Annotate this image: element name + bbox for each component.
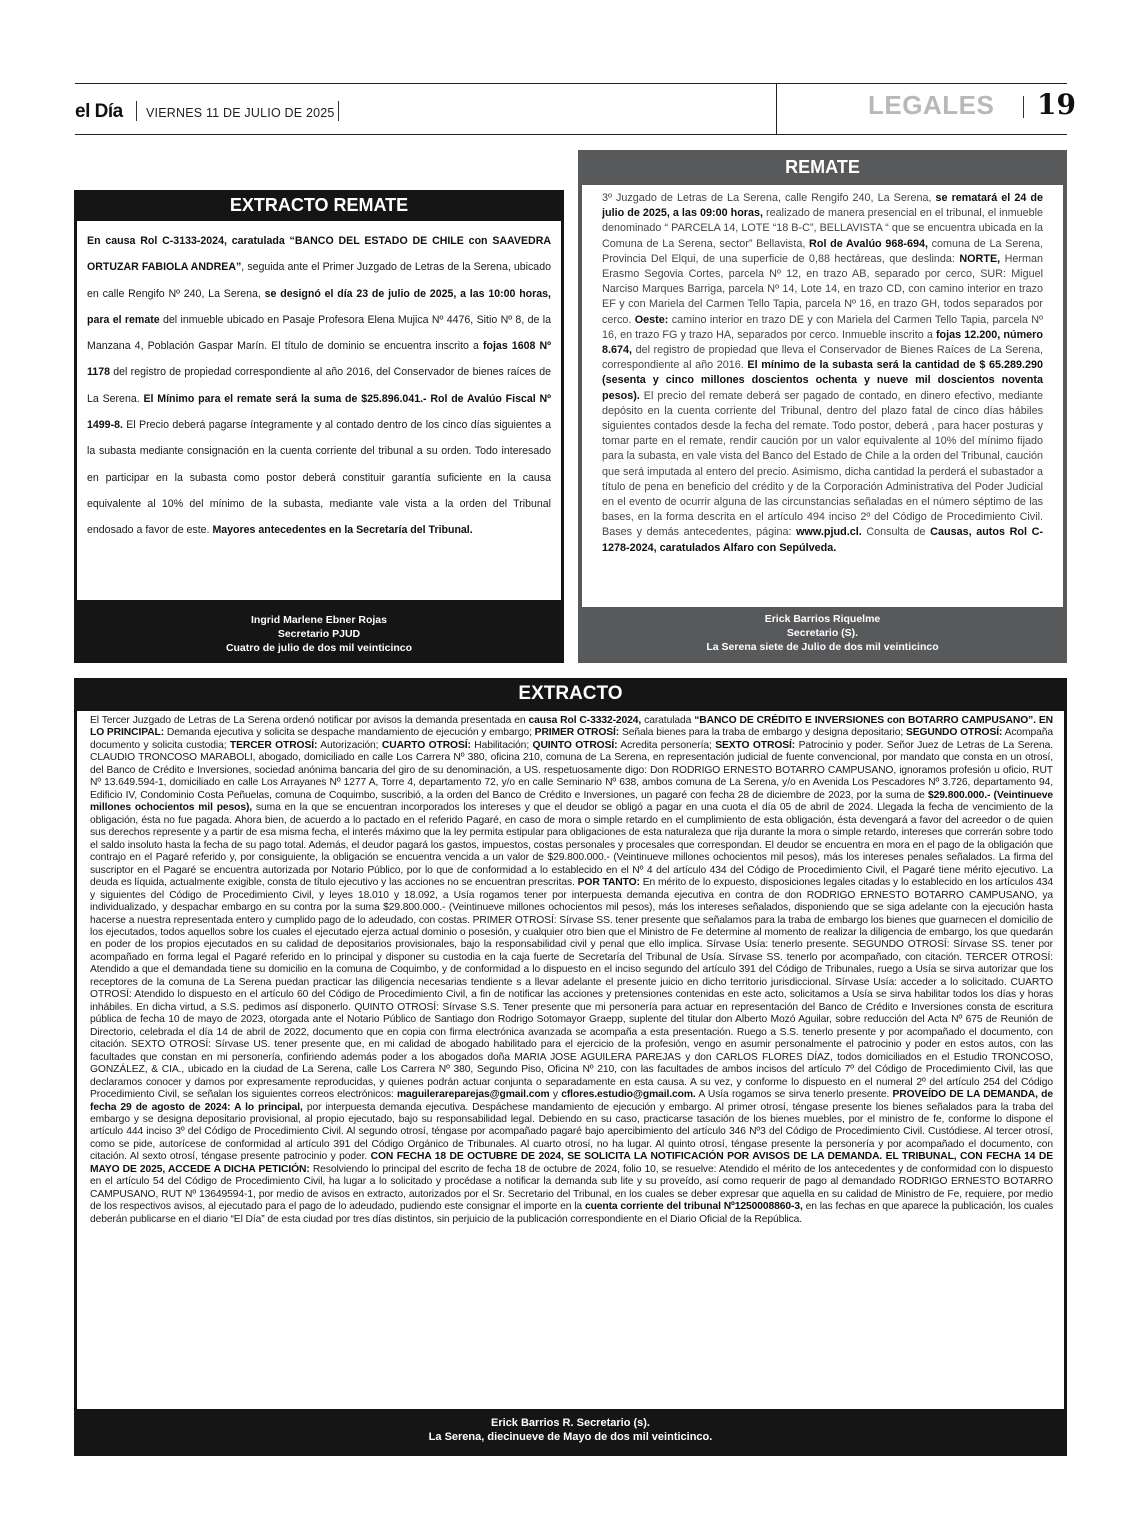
text-run: Acredita personería; [617,739,716,751]
notice-title: EXTRACTO [518,683,623,704]
text-run: comuna de La Serena, Provincia Del Elqui, de una superficie de 0,88 hectáreas, que deslinda: [602,237,1043,265]
text-run: Habilitación; [470,739,533,751]
notice-signature [74,613,564,655]
header-divider [136,101,137,121]
header-top-rule [75,83,1067,84]
text-run: Autorización; [317,739,382,751]
text-run: Señala bienes para la traba de embargo y designa depositario; [619,727,906,739]
signatory-role: Secretario (S). [786,627,859,639]
text-run: 3º Juzgado de Letras de La Serena, calle Rengifo 240, La Serena, [602,192,936,204]
text-run: suma en la que se encuentran incorporados los intereses y que el deudor se obligó a pagar en una cuota el día 05 de abril de 2024. Llegada la fecha de vencimiento de la obligación, ésta no fue pagada. Ahora bien, de acuerdo a lo pactado en el referido Pagaré, en caso de mora o simple retardo en el cumplimiento de esta obligación, ésta devengará a favor del acreedor o de quien sus derechos represente y a partir de esa misma fecha, el interés máximo que la ley permita estipular para obligaciones de esta naturaleza que rija durante la mora o simple retardo, intereses que correrán sobre todo el saldo insoluto hasta la fecha de su pago total. Además, el deudor pagará los gastos, impuestos, costas personales y procesales que correspondan. El deudor se encuentra en mora en el pago de la obligación que contrajo en el Pagaré referido y, por consiguiente, la obligación se encuentra vencida a un valor de $29.800.000.- (Veintinueve millones ochocientos mil pesos), más los intereses penales señalados. La firma del suscriptor en el Pagaré se encuentra autorizada por Notario Público, por lo que de conformidad a lo establecido en el Nº 4 del artículo 434 del Código de Procedimiento Civil, el Pagaré tiene mérito ejecutivo. La deuda es líquida, actualmente exigible, consta de título ejecutivo y las acciones no se encuentran prescritas. [90,802,1053,889]
text-run: El Tercer Juzgado de Letras de La Serena ordenó notificar por avisos la demanda presentada en [90,715,529,726]
text-run: del registro de propiedad que lleva el Conservador de Bienes Raíces de La Serena, correspondiente al año 2016. [602,344,1043,372]
newspaper-logo: el Día [75,101,123,122]
text-run: camino interior en trazo DE y con Mariela del Carmen Tello Tapia, parcela Nº 16, en trazo FG y trazo HA, separados por cerco. Inmueble inscrito a [602,313,1043,341]
bold-text-run: En causa Rol C-3133-2024, caratulada “BANCO DEL ESTADO DE CHILE con SAAVEDRA ORTUZAR FABIOLA ANDREA” [87,235,551,274]
bold-text-run: QUINTO OTROSÍ: [532,739,618,751]
notice-body-panel [582,185,1063,607]
bold-text-run: POR TANTO: [577,877,640,889]
page-number: 19 [1037,88,1076,121]
bold-text-run: cuenta corriente del tribunal Nº1250008860-3, [584,1201,803,1213]
text-run: Patrocinio y poder. Señor Juez de Letras de La Serena. CLAUDIO TRONCOSO MARABOLI, abogado, domiciliado en calle Los Carrera Nº 380, oficina 210, comuna de La Serena, en representación judicial de fuente convencional, por mandato que consta en un otrosí, del Banco de Crédito e Inversiones, sociedad anónima bancaria del giro de su denominación, a US. respetuosamente digo: Don RODRIGO ERNESTO BOTARRO CAMPUSANO, ignoramos profesión u oficio, RUT Nº 13.649.594-1, domiciliado en calle Los Arrayanes Nº 1277 A, Torre 4, departamento 72, y/o en calle Seminario Nº 638, ambos comuna de La Serena, y/o en Avenida Los Pescadores Nº 3.726, departamento 94, Edificio IV, Condominio Costa Peñuelas, comuna de Coquimbo, suscribió, a la orden del Banco de Crédito e Inversiones, un pagaré con fecha 28 de diciembre de 2023, por la suma de [90,739,1054,801]
text-run: por interpuesta demanda ejecutiva. Despáchese mandamiento de ejecución y embargo. Al primer otrosí, téngase presente los bienes señalados para la traba del embargo y se designa depositario provisional, al propio ejecutado, bajo su responsabilidad legal. Debiendo en su caso, practicarse tasación de los bienes muebles, por el ministro de fe, conforme lo dispone el artículo 444 inciso 3º del Código de Procedimiento Civil. Al segundo otrosí, téngase por acompañado pagaré bajo apercibimiento del artículo 346 Nº3 del Código de Procedimiento Civil. Custódiese. Al tercer otrosí, como se pide, autorícese de conformidad al artículo 391 del Código Orgánico de Tribunales. Al cuarto otrosí, no ha lugar. Al quinto otrosí, téngase presente la personería y por acompañado el documento, con citación. Al sexto otrosí, téngase presente patrocinio y poder. [90,1101,1054,1163]
notice-body [87,228,551,544]
bold-text-run: causa Rol C-3332-2024, [528,715,642,726]
notice-signature [74,1416,1067,1444]
bold-text-run: El Mínimo para el remate será la suma de $25.896.041.- Rol de Avalúo Fiscal Nº 1499-8. [87,392,551,432]
bold-text-run: fojas 12.200, número 8.674, [602,328,1043,357]
signatory-name: Ingrid Marlene Ebner Rojas [251,614,387,626]
signature-date: Cuatro de julio de dos mil veinticinco [225,642,413,654]
text-run: del registro de propiedad correspondiente al año 2016, del Conservador de bienes raíces de La Serena. [87,366,551,405]
text-run: en las fechas en que aparece la publicación, los cuales deberán publicarse en el diario “El Día” de esta ciudad por tres días distintos, sin perjuicio de la publicación correspondiente en el Diario Oficial de la República. [90,1201,1053,1225]
bold-text-run: Causas, autos Rol C-1278-2024, caratulados Alfaro con Sepúlveda. [602,526,1043,554]
bold-text-run: TERCER OTROSÍ: [229,739,318,751]
bold-text-run: $29.800.000.- (Veintinueve millones ochocientos mil pesos), [90,789,1053,814]
header-bottom-rule [75,134,1067,135]
bold-text-run: Mayores antecedentes en la Secretaría del Tribunal. [212,524,473,537]
bold-text-run: PROVEÍDO DE LA DEMANDA, de fecha 29 de agosto de 2024: A lo principal, [90,1089,1053,1113]
bold-text-run: NORTE, [959,252,1001,265]
signatory-name: Erick Barrios Riquelme [764,613,881,625]
header-divider [338,101,339,121]
bold-text-run: “BANCO DE CRÉDITO E INVERSIONES con BOTARRO CAMPUSANO”. EN LO PRINCIPAL: [90,715,1053,739]
text-run: Acompaña documento y solicita custodia; [90,727,1053,751]
issue-date: VIERNES 11 DE JULIO DE 2025 [146,106,335,120]
notice-title: EXTRACTO REMATE [229,195,409,215]
notice-remate [578,150,1067,663]
text-run: del inmueble ubicado en Pasaje Profesora Elena Mujica Nº 4476, Sitio Nº 8, de la Manzana 4, Población Gaspar Marín. El título de dominio se encuentra inscrito a [87,313,551,353]
section-title: LEGALES [868,90,995,120]
text-run: , seguida ante el Primer Juzgado de Letras de la Serena, ubicado en calle Rengifo Nº 240, La Serena, [87,261,551,300]
bold-text-run: se rematará el 24 de julio de 2025, a las 09:00 horas, [602,192,1043,220]
notice-extracto [74,678,1067,1456]
signatory-role: Secretario PJUD [277,628,361,640]
bold-text-run: SEGUNDO OTROSÍ: [905,727,1003,739]
bold-text-run: fojas 1608 Nº 1178 [87,340,551,379]
bold-text-run: CON FECHA 18 DE OCTUBRE DE 2024, SE SOLICITA LA NOTIFICACIÓN POR AVISOS DE LA DEMANDA. EL TRIBUNAL, CON FECHA 14 DE MAYO DE 2025, ACCEDE A DICHA PETICIÓN: [90,1151,1054,1175]
bold-text-run: cflores.estudio@gmail.com. [561,1089,696,1101]
text-run: En mérito de lo expuesto, disposiciones legales citadas y lo establecido en los artículos 434 y siguientes del Código de Procedimiento Civil, y leyes 18.010 y 18.092, a Usía rogamos tener por interpuesta demanda ejecutiva en contra de don RODRIGO ERNESTO BOTARRO CAMPUSANO, ya individualizado, y despachar embargo en su contra por la suma $29.800.000.- (Veintinueve millones ochocientos mil pesos), más los intereses señalados, disponiendo que se siga adelante con la ejecución hasta hacerse a nuestra representada entero y cumplido pago de lo adeudado, con costas. PRIMER OTROSÍ: Sírvase SS. tener presente que señalamos para la traba de embargo los bienes que guarnecen el domicilio de los ejecutados, todos aquellos sobre los cuales el ejecutado ejerza actual dominio o posesión, y cualquier otro bien que el Ministro de Fe determine al momento de realizar la diligencia de embargo, los que quedarán en poder de los propios ejecutados en su calidad de depositarios provisionales, bajo la responsabilidad civil y penal que ello implica. Sírvase Usía: tenerlo presente. SEGUNDO OTROSÍ: Sírvase SS. tener por acompañado en forma legal el Pagaré referido en lo principal y disponer su custodia en la caja fuerte de Secretaría del Tribunal de Usía. Sírvase SS. tenerlo por acompañado, con citación. TERCER OTROSÍ: Atendido a que el demandada tiene su domicilio en la comuna de Coquimbo, y de conformidad a lo dispuesto en el inciso segundo del artículo 391 del Código de Tribunales, ruego a Usía se sirva autorizar que los receptores de la comuna de La Serena puedan practicar las diligencia necesarias tendiente s a llevar adelante el presente juicio en dicho territorio jurisdiccional. Sírvase Usía: acceder a lo solicitado. CUARTO OTROSÍ: Atendido lo dispuesto en el artículo 60 del Código de Procedimiento Civil, a fin de notificar las acciones y pretensiones contenidas en este acto, solicitamos a Usía se sirva habilitar todos los días y horas inhábiles. En dicha virtud, a S.S. pedimos así disponerlo. QUINTO OTROSÍ: Sírvase S.S. Tener presente que mi personería para actuar en representación del Banco de Crédito e Inversiones consta de escritura pública de fecha 10 de mayo de 2023, otorgada ante el Notario Público de Santiago don Rodrigo Sotomayor Graepp, suplente del titular don Alberto Mozó Aguilar, sobre reducción del Acta Nº 675 de Reunión de Directorio, celebrada el día 14 de abril de 2022, documento que en copia con firma electrónica avanzada se acompaña a esta presentación. Ruego a S.S. tenerlo presente y por acompañado el documento, con citación. SEXTO OTROSÍ: Sírvase US. tener presente que, en mi calidad de abogado habilitado para el ejercicio de la profesión, vengo en asumir personalmente el patrocinio y poder en estos autos, con las facultades que constan en mi personería, confiriendo además poder a los abogados doña MARIA JOSE AGUILERA PAREJAS y don CARLOS FLORES DÍAZ, todos domiciliados en el Estudio TRONCOSO, GONZÁLEZ, & CIA., ubicado en la ciudad de La Serena, calle Los Carrera Nº 380, Segundo Piso, Oficina Nº 210, con las facultades de ambos incisos del artículo 7º del Código de Procedimiento Civil, las que declaramos conocer y damos por expresamente reproducidas, y quienes podrán actuar conjunta o separadamente en esta causa. A su vez, y conforme lo dispuesto en el numeral 2º del artículo 254 del Código Procedimiento Civil, se señalan los siguientes correos electrónicos: [90,877,1053,1101]
bold-text-run: El mínimo de la subasta será la cantidad de $ 65.289.290 (sesenta y cinco millones doscientos ochenta y nueve mil doscientos noventa pesos). [602,359,1043,402]
signature-date: La Serena siete de Julio de dos mil veinticinco [706,641,939,653]
text-run: Consulta de [861,526,931,539]
header-separator [776,83,777,135]
bold-text-run: SEXTO OTROSÍ: [715,739,796,751]
text-run: Herman Erasmo Segovia Cortes, parcela Nº 12, en trazo AB, separado por cerco, SUR: Miguel Narciso Marques Barriga, parcela Nº 14, Lote 14, en trazo CD, con camino interior en trazo EF y con Mariela del Carmen Tello Tapia, parcela Nº 16, en trazo GH, todos separados por cerco. [602,252,1043,326]
text-run: Resolviendo lo principal del escrito de fecha 18 de octubre de 2024, folio 10, se resuelve: Atendido el mérito de los antecedentes y de conformidad con lo dispuesto en el artículo 54 del Código de Procedimiento Civil, ha lugar a lo solicitado y procédase a notificar la demanda sub lite y su proveído, así como requerir de pago al demandado RODRIGO ERNESTO BOTARRO CAMPUSANO, RUT Nº 13649594-1, por medio de avisos en extracto, autorizados por el Sr. Secretario del Tribunal, en los cuales se deber expresar que aquella en su calidad de Ministro de Fe, requiere, por medio de los respectivos avisos, al ejecutado para el pago de lo adeudado, pudiendo este consignar el importe en la [90,1163,1053,1213]
text-run: El precio del remate deberá ser pagado de contado, en dinero efectivo, mediante depósito en la cuenta corriente del Tribunal, dentro del plazo fatal de cinco días hábiles siguientes contados desde la fecha del remate. Todo postor, deberá , para hacer posturas y tomar parte en el remate, rendir caución por un valor equivalente al 10% del mínimo fijado para la subasta, en vale vista del Banco del Estado de Chile a la orden del Tribunal, caución que será imputada al entero del precio. Asimismo, dicha cantidad la perderá el subastador a título de pena en beneficio del crédito y de la Corporación Administrativa del Poder Judicial en el evento de ocurrir alguna de las circunstancias señaladas en el número séptimo de las bases, en la forma descrita en el artículo 494 inciso 2º del Código de Procedimiento Civil. Bases y demás antecedentes, página: [602,389,1043,539]
notice-body-panel [77,221,561,600]
header-divider [1023,96,1024,118]
bold-text-run: Rol de Avalúo 968-694, [809,237,928,250]
bold-text-run: CUARTO OTROSÍ: [381,739,471,751]
notice-extracto-remate [74,190,564,663]
signature-date: La Serena, diecinueve de Mayo de dos mil veinticinco. [428,1431,713,1443]
notice-body [90,715,1053,1226]
notice-title: REMATE [785,157,860,177]
text-run: El Precio deberá pagarse íntegramente y al contado dentro de los cinco días siguientes a la subasta mediante consignación en la cuenta corriente del tribunal a su orden. Todo interesado en participar en la subasta como postor deberá constituir garantía suficiente en la causa equivalente al 10% del mínimo de la subasta, mediante vale vista a la orden del Tribunal endosado a favor de este. [87,419,551,537]
notice-body-panel [77,711,1064,1409]
notice-signature [578,612,1067,654]
signatory-line: Erick Barrios R. Secretario (s). [491,1417,650,1429]
text-run: realizado de manera presencial en el tribunal, el inmueble denominado “ PARCELA 14, LOTE “18 B-C”, BELLAVISTA “ que se encuentra ubicada en la Comuna de La Serena, sector” Bellavista, [602,207,1043,250]
bold-text-run: Oeste: [634,313,669,326]
bold-text-run: www.pjud.cl. [796,526,862,539]
notice-body [602,191,1043,556]
text-run: Demanda ejecutiva y solicita se despache mandamiento de ejecución y embargo; [164,727,535,739]
text-run: caratulada [641,715,695,726]
text-run: A Usía rogamos se sirva tenerlo presente. [695,1089,893,1101]
text-run: y [549,1089,562,1101]
bold-text-run: maguilerareparejas@gmail.com [396,1089,550,1101]
bold-text-run: PRIMER OTROSÍ: [534,727,620,739]
bold-text-run: se designó el día 23 de julio de 2025, a las 10:00 horas, para el remate [87,287,551,326]
